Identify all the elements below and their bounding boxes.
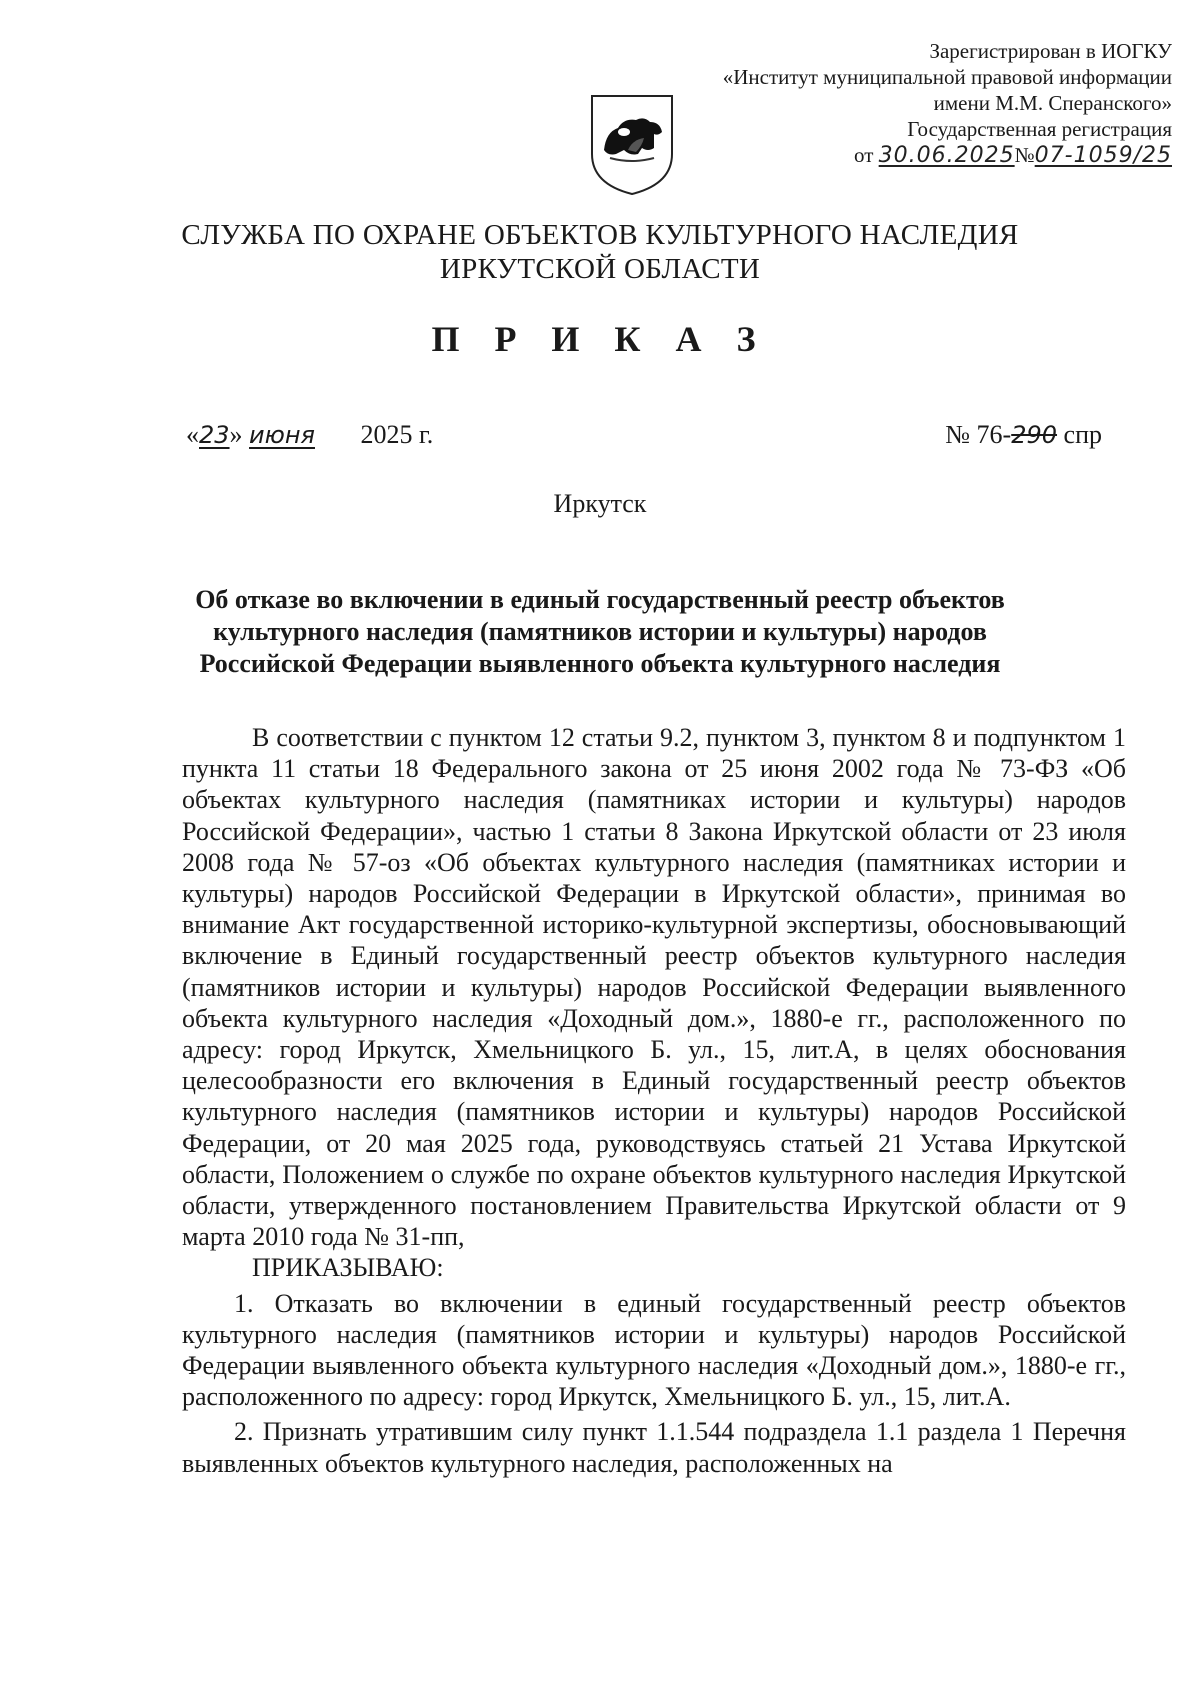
date-open-quote: « (186, 420, 199, 449)
date-year: 2025 г. (360, 420, 434, 449)
date-day: 23 (199, 421, 230, 449)
order-date (186, 420, 433, 450)
order-title: П Р И К А З (431, 319, 769, 359)
registration-stamp (652, 38, 1172, 169)
number-prefix: № 76- (945, 420, 1012, 449)
registration-from-prefix: от (854, 143, 874, 167)
body-paragraph-1: В соответствии с пунктом 12 статьи 9.2, пунктом 3, пунктом 8 и подпунктом 1 пункта 11 статьи 18 Федерального закона от 25 июня 2002 года № 73-ФЗ «Об объектах культурного наследия (памятниках истории и культуры) народов Российской Федерации», частью 1 статьи 8 Закона Иркутской области от 23 июля 2008 года № 57-оз «Об объектах культурного наследия (памятниках истории и культуры) народов Российской Федерации в Иркутской области», принимая во внимание Акт государственной историко-культурной экспертизы, обосновывающий включение в Единый государственный реестр объектов культурного наследия (памятников истории и культуры) народов Российской Федерации выявленного объекта культурного наследия «Доходный дом.», 1880-е гг., расположенного по адресу: город Иркутск, Хмельницкого Б. ул., 15, лит.А, в целях обоснования целесообразности его включения в Единый государственный реестр объектов культурного наследия (памятников истории и культуры) народов Российской Федерации, от 20 мая 2025 года, руководствуясь статьей 21 Устава Иркутской области, Положением о службе по охране объектов культурного наследия Иркутской области, утвержденного постановлением Правительства Иркутской области от 9 марта 2010 года № 31-пп, (182, 723, 1126, 1252)
irkutsk-coat-of-arms-icon (588, 92, 676, 198)
order-item-2: 2. Признать утратившим силу пункт 1.1.544 подраздела 1.1 раздела 1 Перечня выявленных объектов культурного наследия, расположенных на (182, 1417, 1126, 1478)
number-suffix: спр (1063, 420, 1102, 449)
date-month: июня (249, 421, 315, 449)
agency-header (0, 218, 1200, 286)
order-body (182, 722, 1126, 1479)
registration-line-1: Зарегистрирован в ИОГКУ (929, 39, 1172, 63)
agency-line-2: ИРКУТСКОЙ ОБЛАСТИ (439, 253, 761, 285)
registration-line-4: Государственная регистрация (907, 117, 1172, 141)
registration-date: 30.06.2025 (878, 143, 1015, 168)
registration-number-prefix: № (1014, 143, 1035, 167)
order-subject: Об отказе во включении в единый государственный реестр объектов культурного наследия (памятников истории и культуры) народов Российской Федерации выявленного объекта культурного наследия (195, 585, 1005, 678)
order-word: ПРИКАЗЫВАЮ: (252, 1253, 444, 1283)
registration-line-2: «Институт муниципальной правовой информации (722, 65, 1172, 89)
number-handwritten: 290 (1011, 421, 1058, 449)
registration-date-line (652, 142, 1172, 169)
city: Иркутск (553, 489, 647, 518)
date-close-quote: » (229, 420, 243, 449)
order-number (945, 420, 1102, 450)
registration-line-3: имени М.М. Сперанского» (933, 91, 1172, 115)
registration-number: 07-1059/25 (1034, 143, 1172, 168)
agency-line-1: СЛУЖБА ПО ОХРАНЕ ОБЪЕКТОВ КУЛЬТУРНОГО НАСЛЕДИЯ (181, 219, 1019, 251)
order-item-1: 1. Отказать во включении в единый государственный реестр объектов культурного наследия (памятников истории и культуры) народов Российской Федерации выявленного объекта культурного наследия «Доходный дом.», 1880-е гг., расположенного по адресу: город Иркутск, Хмельницкого Б. ул., 15, лит.А. (182, 1288, 1126, 1412)
